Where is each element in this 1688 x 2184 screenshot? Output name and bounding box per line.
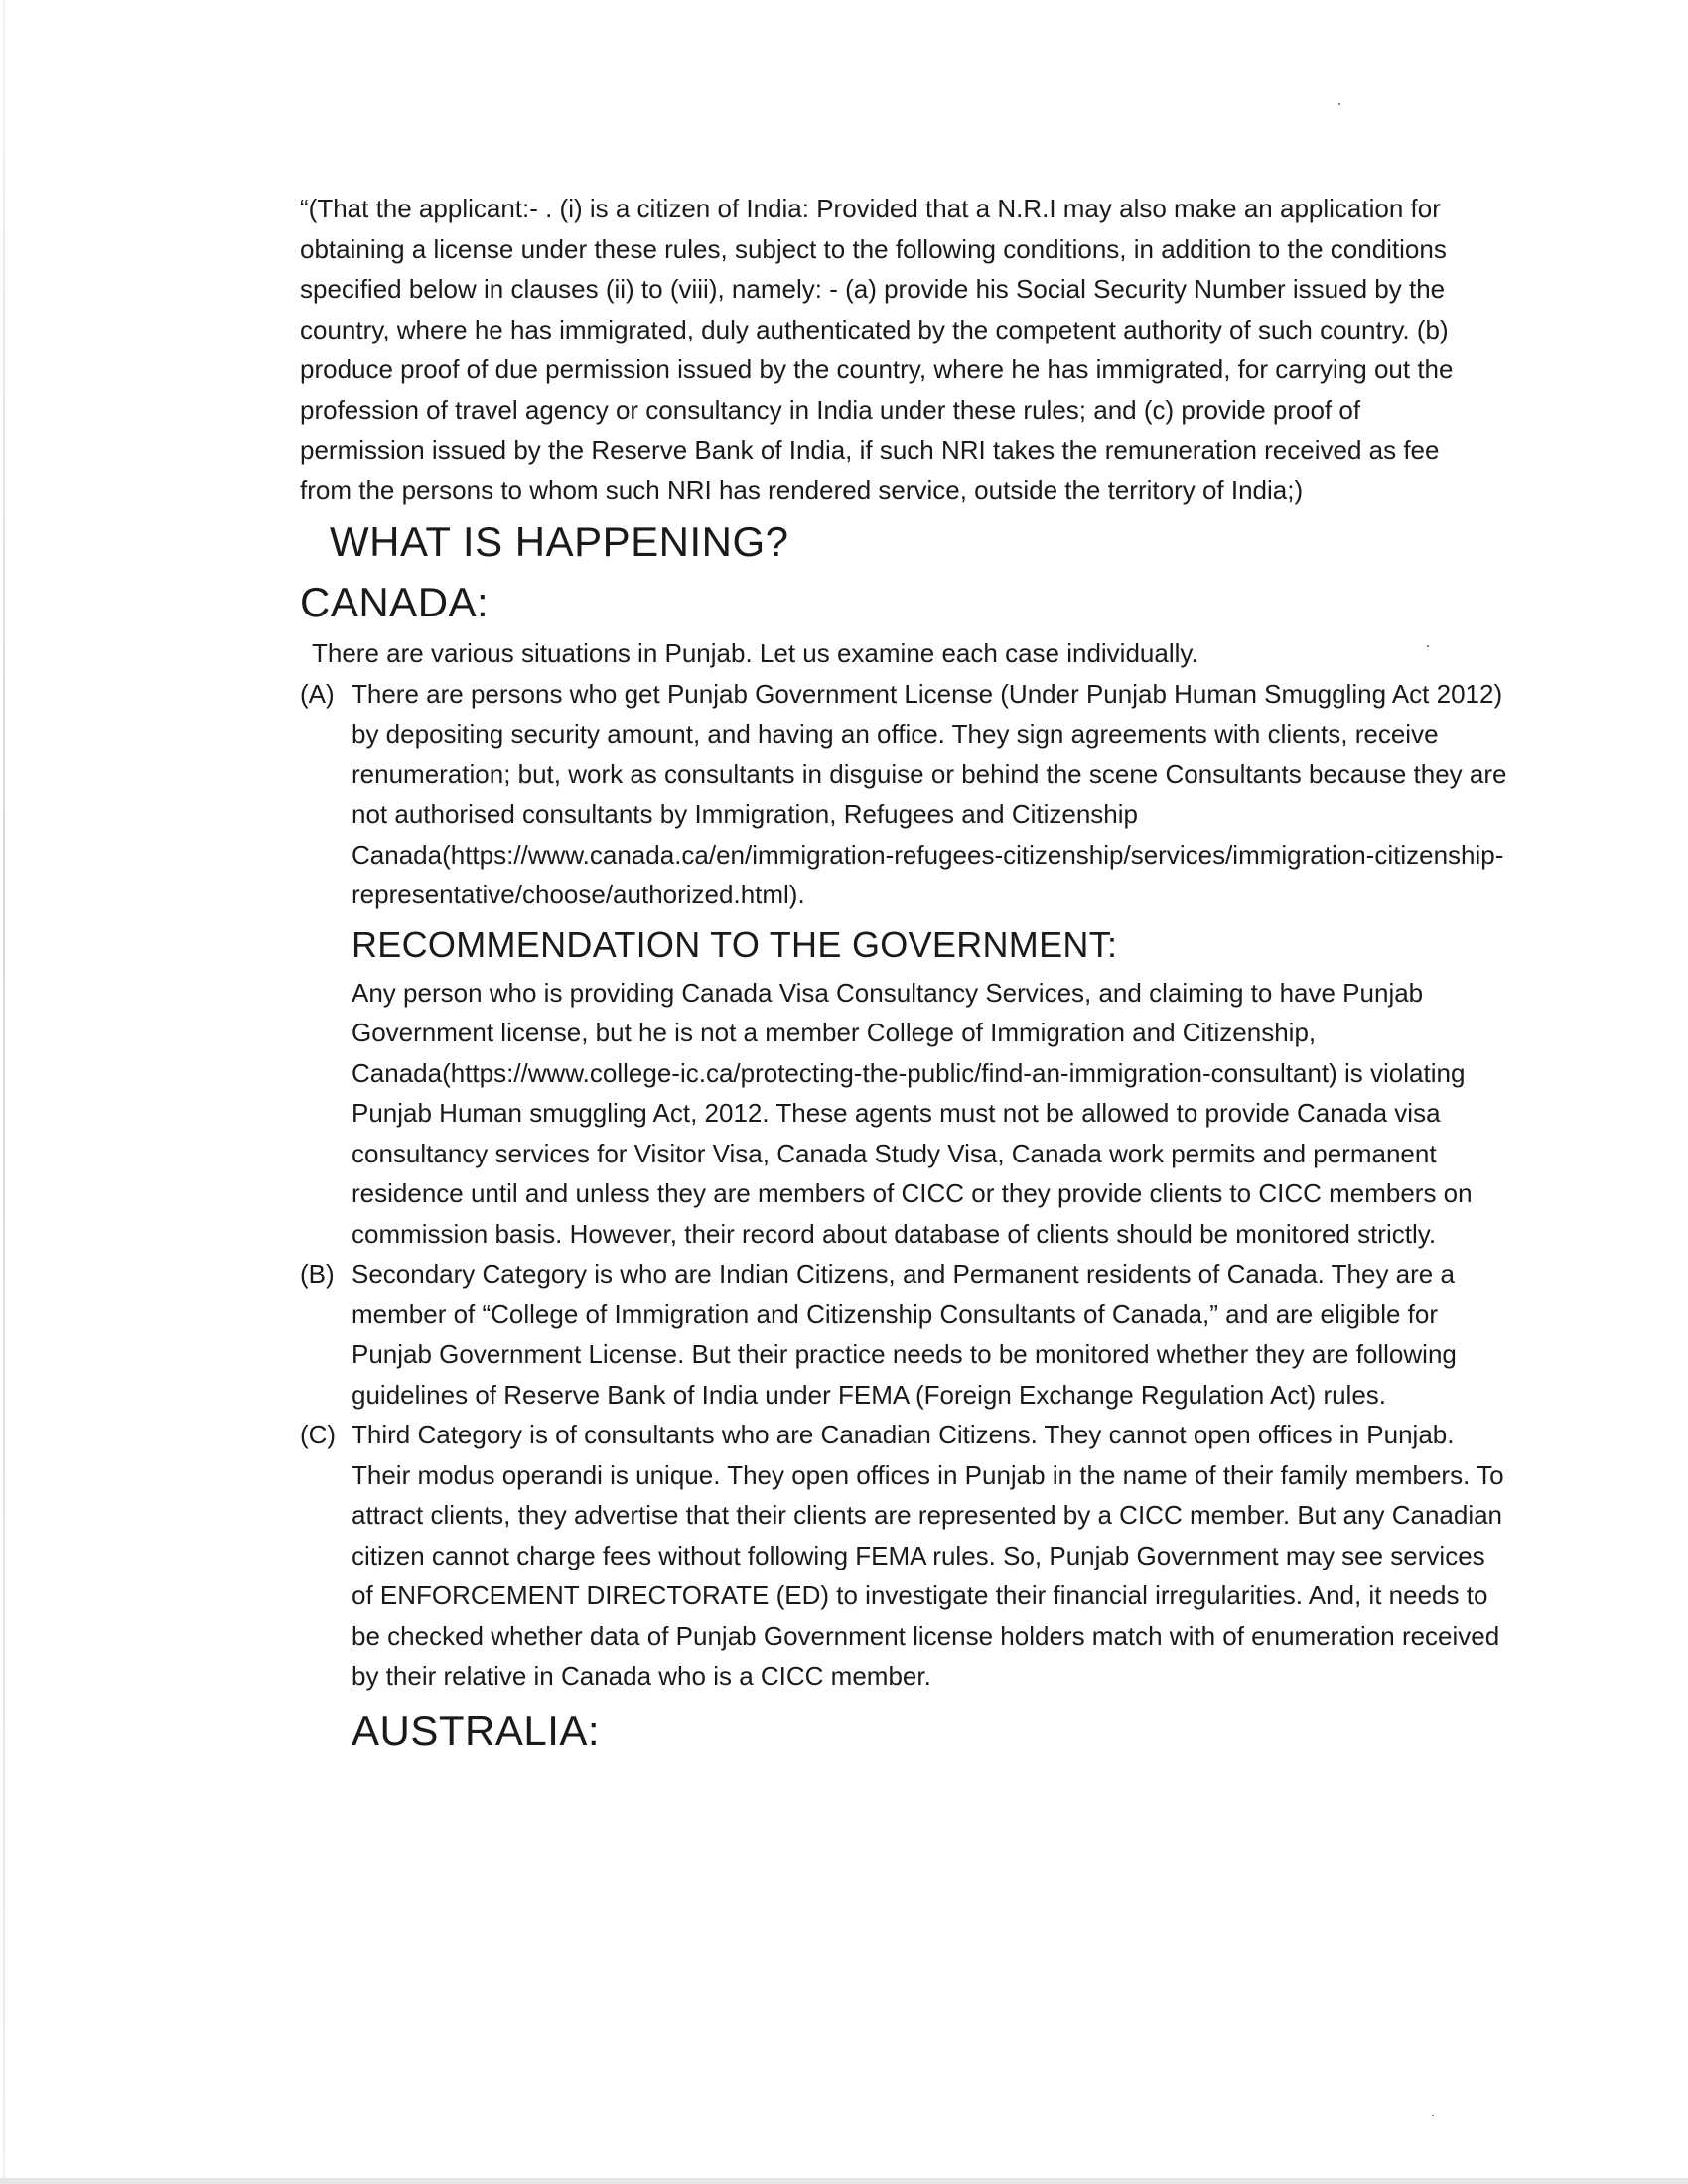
list-item-text: Secondary Category is who are Indian Citizens, and Permanent residents of Canada. They are a member of “College of Immigration and Citizenship Consultants of Canada,” and are eligible for Punjab Government License. But their practice needs to be monitored whether they are following guidelines of Reserve Bank of India under FEMA (Foreign Exchange Regulation Act) rules.	[352, 1259, 1457, 1410]
scan-left-edge	[3, 0, 5, 2184]
recommendation-text: Any person who is providing Canada Visa Consultancy Services, and claiming to have Punjab Government license, but he is not a member College of Immigration and Citizenship, Canada(https://www.college-ic.ca/protecting-the-public/find-an-immigration-consultant) is violating Punjab Human smuggling Act, 2012. These agents must not be allowed to provide Canada visa consultancy services for Visitor Visa, Canada Study Visa, Canada work permits and permanent residence until and unless they are members of CICC or they provide clients to CICC members on commission basis. However, their record about database of clients should be monitored strictly.	[352, 977, 1473, 1249]
scan-bottom-edge	[0, 2178, 1688, 2184]
heading-what-is-happening: WHAT IS HAPPENING?	[330, 518, 789, 565]
intro-quote: “(That the applicant:- . (i) is a citizen of India: Provided that a N.R.I may also make an application for obtaining a license under these rules, subject to the following conditions, in addition to the conditions specified below in clauses (ii) to (viii), namely: - (a) provide his Social Security Number issued by the country, where he has immigrated, duly authenticated by the competent authority of such country. (b) produce proof of due permission issued by the country, where he has immigrated, for carrying out the profession of travel agency or consultancy in India under these rules; and (c) provide proof of permission issued by the Reserve Bank of India, if such NRI takes the remuneration received as fee from the persons to whom such NRI has rendered service, outside the territory of India;)	[300, 194, 1454, 505]
heading-australia: AUSTRALIA:	[352, 1706, 601, 1754]
scan-speck	[1338, 103, 1340, 105]
list-item-text: Third Category is of consultants who are Canadian Citizens. They cannot open offices in Punjab. Their modus operandi is unique. They open offices in Punjab in the name of their family members. To attract clients, they advertise that their clients are represented by a CICC member. But any Canadian citizen cannot charge fees without following FEMA rules. So, Punjab Government may see services of ENFORCEMENT DIRECTORATE (ED) to investigate their financial irregularities. And, it needs to be checked whether data of Punjab Government license holders match with of enumeration received by their relative in Canada who is a CICC member.	[352, 1420, 1504, 1691]
canada-lead: There are various situations in Punjab. Let us examine each case individually.	[312, 638, 1198, 668]
heading-recommendation: RECOMMENDATION TO THE GOVERNMENT:	[352, 923, 1118, 965]
scan-speck	[1432, 2115, 1434, 2116]
list-item-c	[300, 1415, 1511, 1697]
list-item-text: There are persons who get Punjab Government License (Under Punjab Human Smuggling Act 2012) by depositing security amount, and having an office. They sign agreements with clients, receive renumeration; but, work as consultants in disguise or behind the scene Consultants because they are not authorised consultants by Immigration, Refugees and Citizenship Canada(https://www.canada.ca/en/immigration-refugees-citizenship/services/immigration-citizenship-representative/choose/authorized.html).	[352, 678, 1507, 909]
list-item-label: (A)	[300, 678, 335, 709]
list-item-label: (C)	[300, 1420, 337, 1449]
list-item-label: (B)	[300, 1259, 335, 1289]
list-item-a	[300, 674, 1511, 915]
list-item-b	[300, 1254, 1511, 1415]
heading-canada: CANADA:	[300, 579, 490, 625]
document-body	[300, 189, 1511, 1760]
